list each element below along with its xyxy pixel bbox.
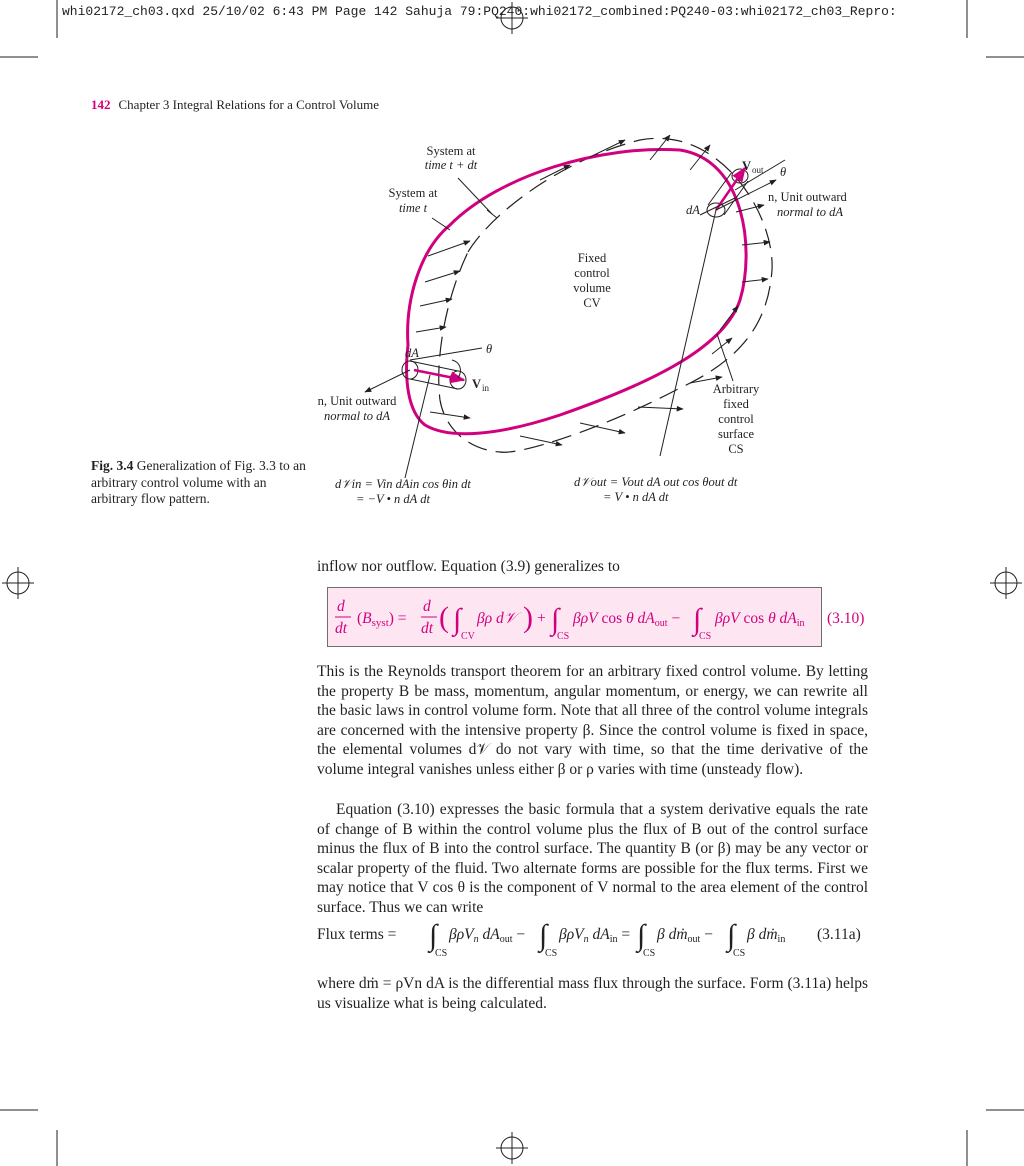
svg-text:βρ d𝒱: βρ d𝒱 [477,610,517,627]
label-system-t-plus-dt-1: System at [426,144,476,158]
svg-text:∫: ∫ [539,919,548,952]
paragraph-1: This is the Reynolds transport theorem for an arbitrary fixed control volume. By letting the property B be mass, momentum, angular momentum, or energy, we can rewrite all the basic laws in control volume form. Note that all three of the control volume integrals are concerned with the intensive property β. Since the control volume is fixed in space, the elemental volumes d𝒱 do not vary with time, so that the time derivative of the volume integral vanishes unless either β or ρ varies with time (unsteady flow). [317,663,868,778]
running-head [91,97,379,113]
svg-text:): ) [523,601,533,634]
svg-text:CS: CS [545,948,558,959]
svg-text:∫: ∫ [637,919,646,952]
label-cv-1: Fixed [577,251,607,265]
label-cv-2: control [574,266,610,280]
svg-text:βρVn dAout −: βρVn dAout − [449,926,526,945]
svg-text:∫: ∫ [551,603,560,636]
label-dv-out-1: d𝒱out = Vout dA out cos θout dt [574,475,738,489]
svg-text:CS: CS [643,948,656,959]
svg-text:CS: CS [557,631,570,642]
chapter-title: Chapter 3 Integral Relations for a Control Volume [118,97,380,112]
svg-text:∫: ∫ [453,603,462,636]
label-cs-2: fixed [723,397,749,411]
label-system-t-2: time t [398,201,428,215]
svg-text:∫: ∫ [693,603,702,636]
figure-labels [318,144,848,506]
paragraph-2: Equation (3.10) expresses the basic formula that a system derivative equals the rate of change of B within the control volume plus the flux of B out of the control surface minus the flux of B into the control surface. The quantity B (or β) may be any vector or scalar property of the fluid. Two alternate forms are possible for the flux terms. First we may notice that V cos θ is the component of V normal to the area element of the control surface. Thus we can write [317,801,868,916]
svg-text:+: + [537,610,546,627]
label-cs-1: Arbitrary [712,382,760,396]
label-system-t-plus-dt-2: time t + dt [424,158,478,172]
label-dv-out-2: = V • n dA dt [603,490,669,504]
svg-text:β dṁin: β dṁin [747,926,786,945]
label-dv-in-2: = −V • n dA dt [356,492,430,506]
svg-text:βρV cos θ dAin: βρV cos θ dAin [715,610,805,629]
svg-text:βρVn dAin =: βρVn dAin = [559,926,631,945]
intro-line: inflow nor outflow. Equation (3.9) generalizes to [317,558,620,575]
svg-text:CV: CV [461,631,475,642]
svg-text:(Bsyst) =: (Bsyst) = [357,610,407,629]
label-cs-4: surface [717,427,755,441]
label-n-out-2: normal to dA [777,205,843,219]
label-vin: $V_{in}$ [472,377,490,393]
svg-text:Flux terms =: Flux terms = [317,926,397,943]
control-volume-figure [300,135,880,515]
label-vout: $V_{out}$ [742,159,764,175]
label-n-in-2: normal to dA [324,409,390,423]
figure-label: Fig. 3.4 [91,458,134,473]
caption-text: Generalization of Fig. 3.3 to an arbitrary control volume with an arbitrary flow pattern. [91,458,306,506]
label-dA-in: dA [405,346,419,360]
svg-text:CS: CS [733,948,746,959]
label-n-out-1: n, Unit outward [768,190,847,204]
svg-text:β dṁout −: β dṁout − [657,926,713,945]
svg-text:CS: CS [699,631,712,642]
equation-3-11a-number: (3.11a) [817,926,861,943]
label-theta-in: θ [486,342,493,356]
paragraph-3: where dṁ = ρVn dA is the differential mass flux through the surface. Form (3.11a) helps us visualize what is being calculated. [317,975,868,1012]
label-cv-3: volume [573,281,611,295]
svg-text:dt: dt [421,620,434,637]
label-cv-4: CV [583,296,601,310]
print-slug: whi02172_ch03.qxd 25/10/02 6:43 PM Page 142 Sahuja 79:PQ240:whi02172_combined:PQ240-03:whi02172_ch03_Repro: [62,4,897,19]
label-cs-5: CS [728,442,744,456]
svg-text:∫: ∫ [727,919,736,952]
label-system-t-1: System at [388,186,438,200]
svg-text:∫: ∫ [429,919,438,952]
equation-3-11a [317,914,872,964]
svg-text:dt: dt [335,620,348,637]
equation-3-10-number: (3.10) [827,610,865,627]
svg-text:(: ( [439,601,449,634]
label-dv-in-1: d𝒱in = Vin dAin cos θin dt [335,477,471,491]
svg-text:CS: CS [435,948,448,959]
label-theta-out: θ [780,165,787,179]
equation-3-10 [327,587,872,645]
svg-text:d: d [423,598,431,615]
figure-caption [91,458,306,508]
label-dA-out: dA [686,203,700,217]
page-number: 142 [91,97,111,112]
label-n-in-1: n, Unit outward [317,394,397,408]
svg-text:d: d [337,598,345,615]
svg-text:βρV cos θ dAout −: βρV cos θ dAout − [573,610,681,629]
label-cs-3: control [718,412,754,426]
